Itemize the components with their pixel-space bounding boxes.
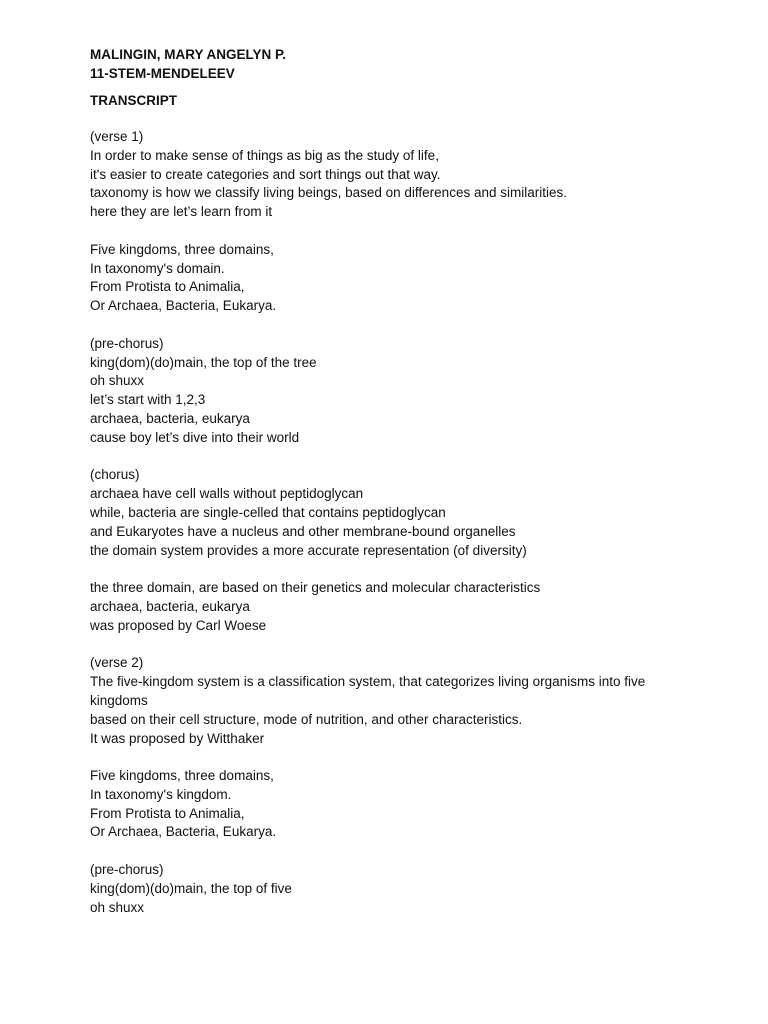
transcript-line: oh shuxx — [90, 899, 145, 915]
transcript-line: kingdoms — [90, 692, 148, 708]
transcript-line: taxonomy is how we classify living beings, based on differences and similarities. — [90, 185, 567, 201]
blank-line — [90, 842, 690, 861]
transcript-line: let’s start with 1,2,3 — [90, 392, 206, 408]
transcript-line: (verse 2) — [90, 655, 144, 671]
transcript-line: archaea, bacteria, eukarya — [90, 410, 250, 426]
blank-line — [90, 448, 690, 467]
transcript-line: Or Archaea, Bacteria, Eukarya. — [90, 824, 277, 840]
transcript-line: Five kingdoms, three domains, — [90, 241, 274, 257]
transcript-line: (verse 1) — [90, 129, 144, 144]
transcript-line: Or Archaea, Bacteria, Eukarya. — [90, 298, 277, 314]
transcript-line: In order to make sense of things as big as the study of life, — [90, 147, 439, 163]
blank-line — [90, 560, 690, 579]
transcript-line: the three domain, are based on their genetics and molecular characteristics — [90, 580, 541, 596]
transcript-line: It was proposed by Witthaker — [90, 730, 265, 746]
transcript-line: based on their cell structure, mode of nutrition, and other characteristics. — [90, 711, 523, 727]
transcript-line: it's easier to create categories and sort things out that way. — [90, 166, 441, 182]
transcript-line: In taxonomy's kingdom. — [90, 786, 232, 802]
transcript-line: The five-kingdom system is a classification system, that categorizes living organisms into five — [90, 674, 646, 690]
transcript-line: From Protista to Animalia, — [90, 805, 245, 821]
transcript-line: oh shuxx — [90, 373, 145, 389]
section-name: 11-STEM-MENDELEEV — [90, 66, 235, 81]
transcript-line: From Protista to Animalia, — [90, 279, 245, 295]
document-title: TRANSCRIPT — [90, 93, 177, 108]
transcript-line: king(dom)(do)main, the top of the tree — [90, 354, 317, 370]
transcript-line: (pre-chorus) — [90, 335, 164, 351]
transcript-line: archaea, bacteria, eukarya — [90, 598, 250, 614]
document-page — [90, 45, 690, 917]
transcript-line: archaea have cell walls without peptidoglycan — [90, 486, 364, 502]
transcript-line: cause boy let’s dive into their world — [90, 429, 300, 445]
transcript-line: (chorus) — [90, 467, 140, 483]
author-name: MALINGIN, MARY ANGELYN P. — [90, 47, 287, 62]
transcript-line: while, bacteria are single-celled that contains peptidoglycan — [90, 504, 446, 520]
blank-line — [90, 222, 690, 241]
transcript-line: here they are let’s learn from it — [90, 204, 273, 220]
transcript-line: In taxonomy's domain. — [90, 260, 225, 276]
transcript-line: and Eukaryotes have a nucleus and other membrane-bound organelles — [90, 523, 516, 539]
blank-line — [90, 748, 690, 767]
transcript-line: was proposed by Carl Woese — [90, 617, 267, 633]
blank-line — [90, 316, 690, 335]
transcript-line: the domain system provides a more accurate representation (of diversity) — [90, 542, 527, 558]
transcript-line: (pre-chorus) — [90, 862, 164, 878]
transcript-line: Five kingdoms, three domains, — [90, 768, 274, 784]
blank-line — [90, 636, 690, 655]
transcript-body — [90, 128, 690, 917]
transcript-line: king(dom)(do)main, the top of five — [90, 880, 292, 896]
